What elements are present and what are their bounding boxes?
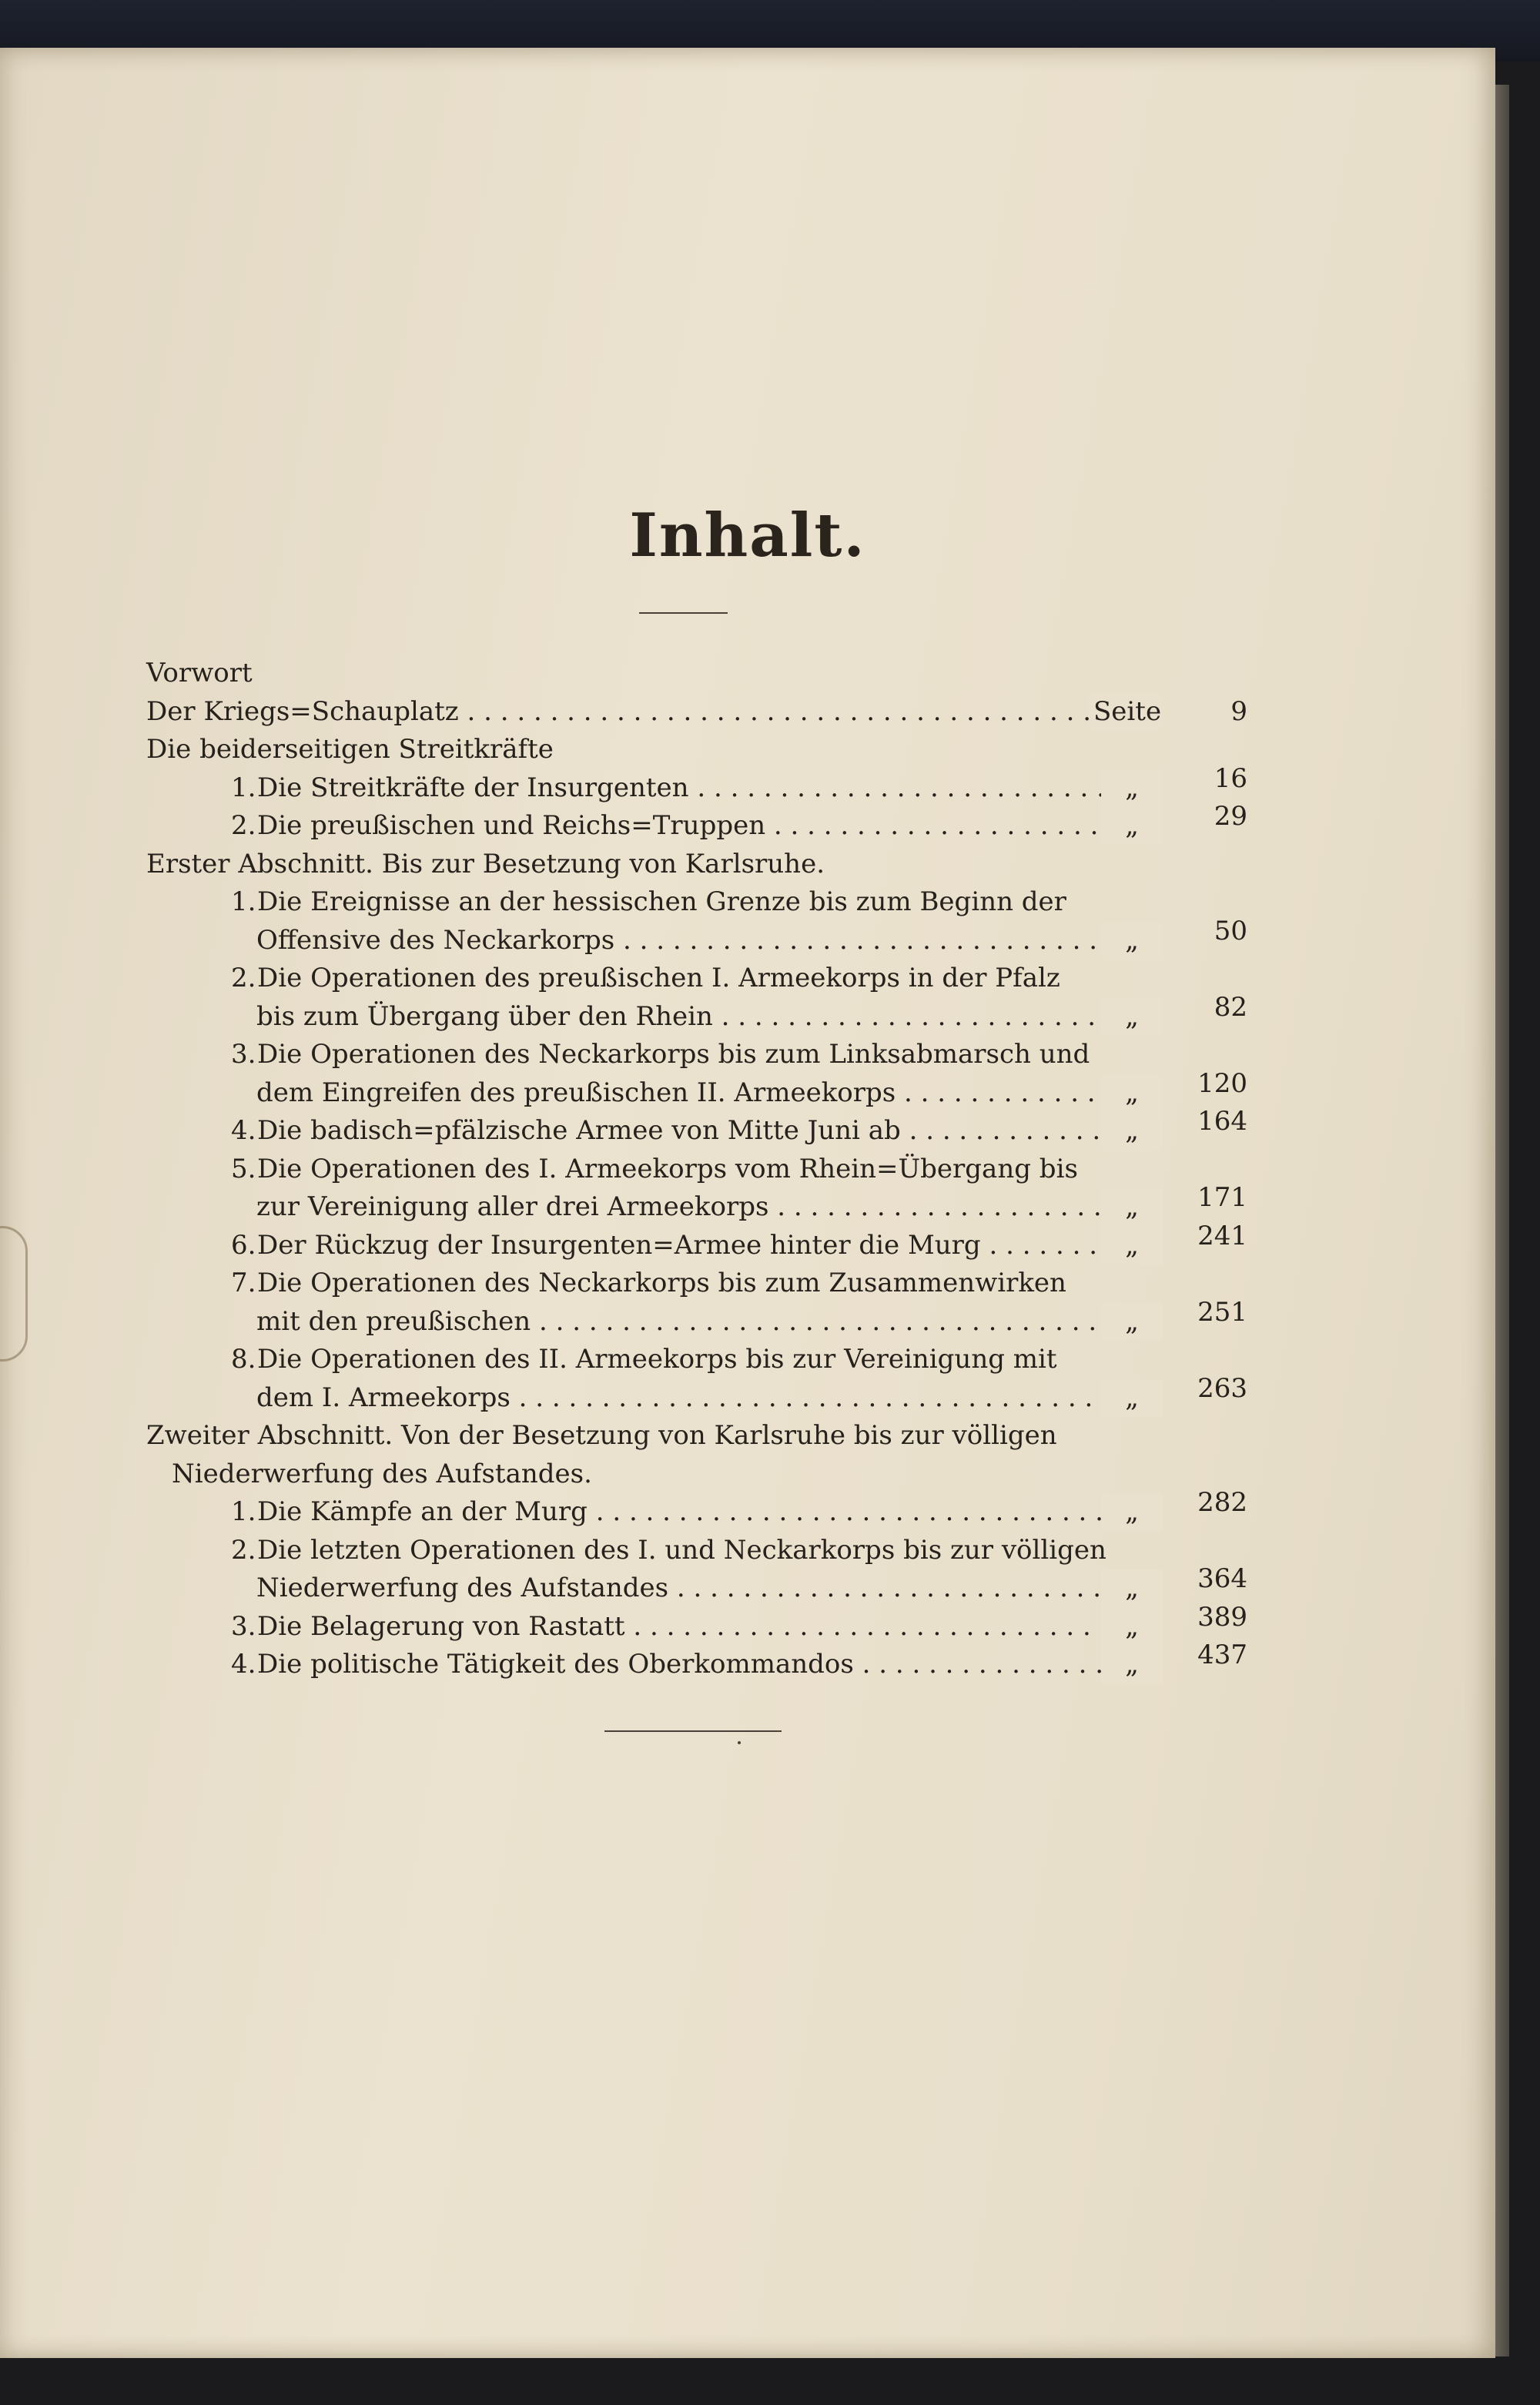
ditto-mark: „ <box>1101 1608 1163 1646</box>
ditto-mark: „ <box>1101 807 1163 846</box>
toc-row <box>146 1532 1263 1570</box>
ditto-mark: „ <box>1101 1112 1163 1151</box>
toc-number: 4. <box>231 1649 256 1680</box>
toc-entry-text: Die Operationen des II. Armeekorps bis zur Vereinigung mit <box>257 1344 1057 1375</box>
page-title: Inhalt. <box>629 501 866 571</box>
toc-row <box>146 1417 1263 1455</box>
ditto-mark: „ <box>1101 1493 1163 1532</box>
toc-entry-text: Die badisch=pfälzische Armee von Mitte Juni ab <box>257 1115 901 1146</box>
ditto-mark: „ <box>1101 998 1163 1037</box>
toc-leader-line <box>146 1493 1101 1532</box>
page-number: 120 <box>1197 1067 1247 1099</box>
toc-row <box>146 1067 1263 1113</box>
toc-entry-text: Der Rückzug der Insurgenten=Armee hinter die Murg <box>257 1229 981 1261</box>
toc-page-cell <box>1101 1372 1263 1418</box>
toc-row <box>146 883 1263 922</box>
toc-row <box>146 1106 1263 1151</box>
toc-page-cell <box>1101 991 1263 1037</box>
page-blemish <box>0 1226 28 1362</box>
toc-number: 2. <box>231 963 256 993</box>
toc-entry-text: Die Belagerung von Rastatt <box>257 1610 625 1642</box>
page-number: 437 <box>1197 1640 1247 1670</box>
toc-number: 7. <box>231 1268 256 1298</box>
toc-entry-text: mit den preußischen <box>256 1305 531 1337</box>
toc-leader-line <box>146 769 1101 808</box>
toc-number: 4. <box>231 1115 256 1146</box>
title-rule <box>639 612 728 614</box>
page-number: 50 <box>1214 915 1247 946</box>
toc-entry-text: Die politische Tätigkeit des Oberkommandos <box>257 1649 854 1680</box>
page-number: 263 <box>1197 1372 1247 1404</box>
ditto-mark: „ <box>1101 1188 1163 1227</box>
toc-row <box>146 1220 1263 1265</box>
toc-entry-text: Der Kriegs=Schauplatz <box>146 695 459 727</box>
toc-entry-text: Die Streitkräfte der Insurgenten <box>257 772 689 803</box>
toc-entry-text: Niederwerfung des Aufstandes <box>256 1573 669 1603</box>
toc-page-cell <box>1101 1220 1263 1265</box>
page-number: 29 <box>1214 801 1247 832</box>
toc-number: 2. <box>231 1534 256 1566</box>
ditto-mark: „ <box>1101 1379 1163 1418</box>
toc-leader-line <box>146 1608 1101 1646</box>
toc-number: 1. <box>231 1496 256 1527</box>
toc-leader-line <box>146 922 1101 960</box>
toc-row <box>146 846 1263 884</box>
ditto-mark: „ <box>1101 1303 1163 1342</box>
toc-row <box>146 1341 1263 1379</box>
ditto-mark: „ <box>1101 1227 1163 1265</box>
toc-entry-text: dem Eingreifen des preußischen II. Armeekorps <box>256 1077 896 1108</box>
toc-entry-text: dem I. Armeekorps <box>256 1382 511 1413</box>
toc-leader-line <box>146 998 1101 1037</box>
toc-entry-text: Die Operationen des I. Armeekorps vom Rhein=Übergang bis <box>257 1153 1078 1184</box>
page-number: 82 <box>1214 991 1247 1023</box>
page-number: 251 <box>1197 1296 1247 1328</box>
toc-leader-line <box>146 1379 1101 1418</box>
toc-leader-line <box>146 1227 1101 1265</box>
toc-row <box>146 1296 1263 1342</box>
toc-row <box>146 1372 1263 1418</box>
toc-entry-text: Die Operationen des preußischen I. Armeekorps in der Pfalz <box>257 963 1060 993</box>
toc-number: 5. <box>231 1153 256 1184</box>
toc-heading: Die beiderseitigen Streitkräfte <box>146 734 554 765</box>
toc-heading: Vorwort <box>146 658 253 688</box>
toc-entry-text: Die preußischen und Reichs=Truppen <box>257 810 766 841</box>
toc-leader-line <box>146 1303 1101 1342</box>
toc-row <box>146 731 1263 769</box>
page-number: 164 <box>1197 1106 1247 1137</box>
toc-row <box>146 801 1263 846</box>
toc-row <box>146 915 1263 960</box>
toc-row <box>146 762 1263 808</box>
toc-row <box>146 693 1263 732</box>
page-number: 16 <box>1214 762 1247 794</box>
toc-leader-line <box>146 1569 1101 1608</box>
ditto-mark: „ <box>1101 1569 1163 1608</box>
toc-page-cell <box>1093 693 1263 732</box>
toc-number: 8. <box>231 1344 256 1375</box>
table-of-contents <box>146 655 1263 1684</box>
toc-page-cell <box>1101 1640 1263 1684</box>
ditto-mark: „ <box>1101 769 1163 808</box>
page-label: Seite <box>1089 693 1161 732</box>
toc-page-cell <box>1101 1296 1263 1342</box>
toc-entry-text: Die Kämpfe an der Murg <box>257 1496 588 1527</box>
toc-row <box>146 1640 1263 1684</box>
toc-entry-text: zur Vereinigung aller drei Armeekorps <box>256 1191 769 1222</box>
page-number: 389 <box>1197 1601 1247 1633</box>
toc-heading: Erster Abschnitt. Bis zur Besetzung von Karlsruhe. <box>146 848 825 879</box>
ditto-mark: „ <box>1101 1646 1163 1684</box>
toc-leader-line <box>146 1646 1101 1684</box>
toc-row <box>146 1036 1263 1074</box>
toc-number: 6. <box>231 1229 256 1261</box>
toc-heading: Zweiter Abschnitt. Von der Besetzung von Karlsruhe bis zur völligen <box>146 1420 1057 1451</box>
toc-heading: Niederwerfung des Aufstandes. <box>172 1458 592 1489</box>
page-number: 171 <box>1197 1182 1247 1213</box>
toc-row <box>146 1182 1263 1227</box>
toc-entry-text: Die Operationen des Neckarkorps bis zum Zusammenwirken <box>257 1268 1066 1298</box>
toc-row <box>146 1601 1263 1646</box>
toc-leader-line <box>146 807 1101 846</box>
toc-entry-text: Die Ereignisse an der hessischen Grenze bis zum Beginn der <box>257 886 1066 917</box>
toc-number: 3. <box>231 1610 256 1642</box>
toc-entry-text: Die letzten Operationen des I. und Neckarkorps bis zur völligen <box>257 1534 1106 1566</box>
end-rule-dot <box>738 1741 741 1744</box>
toc-leader-line <box>146 693 1101 732</box>
toc-number: 1. <box>231 772 256 803</box>
toc-page-cell <box>1101 1106 1263 1151</box>
toc-row <box>146 991 1263 1037</box>
toc-leader-line <box>146 1074 1101 1113</box>
toc-number: 1. <box>231 886 256 917</box>
toc-row <box>146 655 1263 693</box>
page-number: 241 <box>1197 1220 1247 1251</box>
toc-row <box>146 1151 1263 1189</box>
toc-row <box>146 1264 1263 1303</box>
toc-page-cell <box>1101 1487 1263 1532</box>
toc-page-cell <box>1101 915 1263 960</box>
toc-entry-text: Die Operationen des Neckarkorps bis zum Linksabmarsch und <box>257 1039 1090 1070</box>
page-number: 282 <box>1197 1487 1247 1518</box>
toc-row <box>146 1455 1263 1494</box>
toc-row <box>146 1563 1263 1608</box>
toc-leader-line <box>146 1188 1101 1227</box>
page-number: 364 <box>1197 1563 1247 1594</box>
toc-number: 2. <box>231 810 256 841</box>
toc-entry-text: bis zum Übergang über den Rhein <box>256 1000 713 1032</box>
toc-row <box>146 1487 1263 1532</box>
ditto-mark: „ <box>1101 922 1163 960</box>
toc-entry-text: Offensive des Neckarkorps <box>256 924 615 956</box>
toc-leader-line <box>146 1112 1101 1151</box>
page-number: 9 <box>1230 695 1247 727</box>
end-rule <box>604 1730 782 1732</box>
toc-page-cell <box>1101 801 1263 846</box>
ditto-mark: „ <box>1101 1074 1163 1113</box>
toc-row <box>146 960 1263 998</box>
toc-number: 3. <box>231 1039 256 1070</box>
